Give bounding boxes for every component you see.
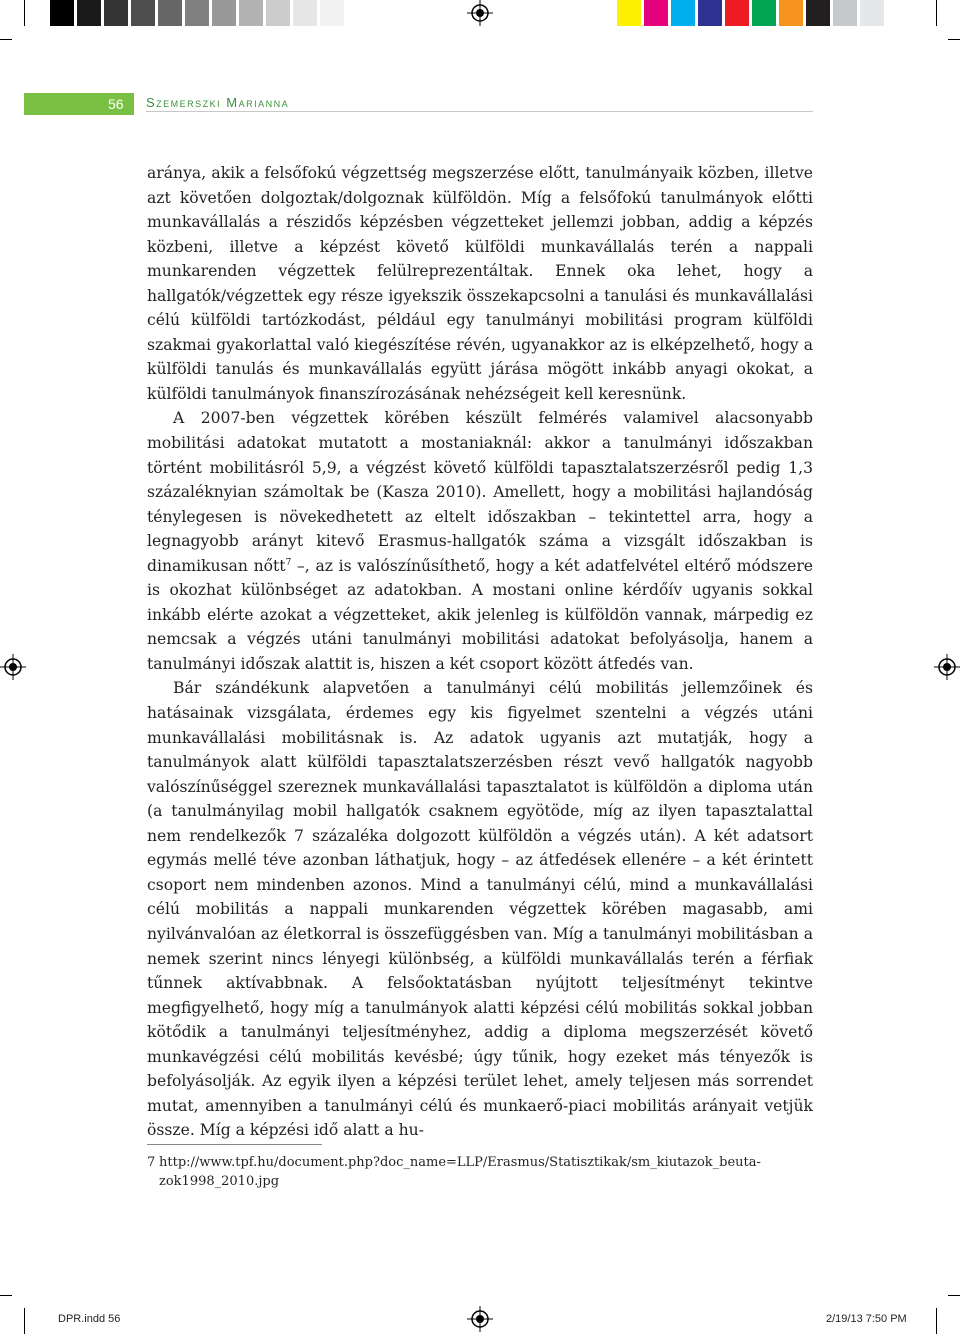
color-swatch <box>185 0 209 26</box>
color-swatch <box>293 0 317 26</box>
paragraph-text: –, az is valószínűsíthető, hogy a két adatfelvétel eltérő módszere is okozhat különbséget az adatokban. A mostani online kérdőív ugyanis sokkal inkább elérte azokat a végzetteket, akik jelenleg is külföldön vannak, márpedig ez nemcsak a végzés utáni tanulmányi mobilitási adatokat befolyásolja, hanem a tanulmányi időszak alattit is, hiszen a két csoport között átfedés van. <box>147 556 814 673</box>
paragraph: aránya, akik a felsőfokú végzettség megszerzése előtt, tanulmányaik közben, illetve azt követően dolgoztak/dolgoznak külföldön. Míg a felsőfokú tanulmányok előtti munkavállalás a részidős képzésben végzetteket jellemzi jobban, addig a képzés közbeni, illetve a képzést követő külföldi munkavállalás terén a nappali munkarenden végzettek felülreprezentáltak. Ennek oka lehet, hogy a hallgatók/végzettek egy része igyekszik összekapcsolni a tanulási és munkavállalási célú külföldi tartózkodást, például egy tanulmányi mobilitási program külföldi szakmai gyakorlattal való kiegészítése révén, ugyanakkor az is elképzelhető, hogy a külföldi tanulás és munkavállalás együtt járása mögött inkább anyagi okokat, a külföldi tanulmányok finanszírozásának nehézségeit kell keresnünk. <box>147 164 813 403</box>
footnote <box>147 1153 813 1191</box>
color-swatch <box>887 0 911 26</box>
color-swatch <box>266 0 290 26</box>
color-swatch <box>131 0 155 26</box>
color-swatch <box>833 0 857 26</box>
color-swatch <box>806 0 830 26</box>
grayscale-control-bar <box>50 0 347 26</box>
registration-target-icon <box>467 1306 493 1332</box>
color-swatch <box>779 0 803 26</box>
registration-target-icon <box>0 654 26 680</box>
crop-mark <box>24 0 25 26</box>
color-control-bar <box>617 0 914 26</box>
color-swatch <box>725 0 749 26</box>
registration-target-icon <box>934 654 960 680</box>
footnote-url[interactable]: http://www.tpf.hu/document.php?doc_name=LLP/Erasmus/Statisztikak/sm_kiutazok_beuta- <box>159 1155 761 1170</box>
header-rule <box>146 111 813 112</box>
color-swatch <box>752 0 776 26</box>
color-swatch <box>644 0 668 26</box>
crop-mark <box>948 1295 960 1296</box>
paragraph: Bár szándékunk alapvetően a tanulmányi célú mobilitás jellemzőinek és hatásainak vizsgálata, érdemes egy kis figyelmet szentelni a végzés utáni munkavállalási mobilitásnak is. Az adatok ugyanis azt mutatják, hogy a tanulmányok alatt külföldi tapasztalatszerzésben részt vevő hallgatók nagyobb valószínűséggel szereznek munkavállalási tapasztalatot is külföldön a diploma után (a tanulmányilag mobil hallgatók csaknem egyötöde, míg az ilyen tapasztalattal nem rendelkezők 7 százaléka dolgozott külföldön a végzés után). A két adatsort egymás mellé téve azonban láthatjuk, hogy – az átfedések ellenére – a két érintett csoport nem mindenben azonos. Mind a tanulmányi célú, mind a munkavállalási célú mobilitás a nappali munkarenden végzettek körében magasabb, ami nyilvánvalóan az életkorral is összefüggésben van. Míg a tanulmányi mobilitásban a nemek szerint nincs lényegi különbség, a külföldi munkavállalás terén a férfiak tűnnek aktívabbnak. A felsőoktatásban nyújtott teljesítményt tekintve megfigyelhető, hogy míg a tanulmányok alatti képzési célú mobilitás sokkal jobban kötődik a tanulmányi teljesítményhez, addig a diploma megszerzését követő munkavégzési célú mobilitás kevésbé; úgy tűnik, hogy ezeket más tényezők is befolyásolják. Az egyik ilyen a képzési terület lehet, amely teljesen más sorrendet mutat, amennyiben a tanulmányi célú és munkaerő-piaci mobilitás arányait vetjük össze. Míg a képzési idő alatt a hu- <box>147 679 813 1140</box>
paragraph-text: A 2007-ben végzettek körében készült felmérés valamivel alacsonyabb mobilitási adatokat mutatott a mostaniaknál: akkor a tanulmányi időszakban történt mobilitásról 5,9, a végzést követő külföldi tapasztalatszerzésről pedig 1,3 százaléknyian számoltak be (Kasza 2010). Amellett, hogy a mobilitási hajlandóság ténylegesen is növekedhetett az eltelt időszakban – tekintettel arra, hogy a legnagyobb arányt kitevő Erasmus-hallgatók száma a vizsgált időszakban is dinamikusan nőtt <box>147 409 813 575</box>
registration-target-icon <box>467 0 493 26</box>
paragraph <box>147 406 813 676</box>
footnote-number: 7 <box>147 1155 156 1170</box>
color-swatch <box>320 0 344 26</box>
crop-mark <box>0 39 12 40</box>
footnote-rule <box>147 1144 322 1145</box>
color-swatch <box>860 0 884 26</box>
slug-filename: DPR.indd 56 <box>58 1313 121 1325</box>
page-number: 56 <box>108 96 124 112</box>
color-swatch <box>50 0 74 26</box>
footnote-url-continued[interactable]: zok1998_2010.jpg <box>159 1174 280 1189</box>
crop-mark <box>0 1295 12 1296</box>
color-swatch <box>77 0 101 26</box>
slug-timestamp: 2/19/13 7:50 PM <box>826 1313 907 1325</box>
crop-mark <box>24 1308 25 1334</box>
color-swatch <box>212 0 236 26</box>
running-head-author: Szemerszki Marianna <box>146 95 290 110</box>
crop-mark <box>948 39 960 40</box>
color-swatch <box>617 0 641 26</box>
body-text <box>147 161 813 1143</box>
color-swatch <box>671 0 695 26</box>
color-swatch <box>698 0 722 26</box>
color-swatch <box>158 0 182 26</box>
crop-mark <box>936 0 937 26</box>
color-swatch <box>239 0 263 26</box>
crop-mark <box>936 1308 937 1334</box>
color-swatch <box>104 0 128 26</box>
footnote-reference[interactable]: 7 <box>285 557 292 568</box>
